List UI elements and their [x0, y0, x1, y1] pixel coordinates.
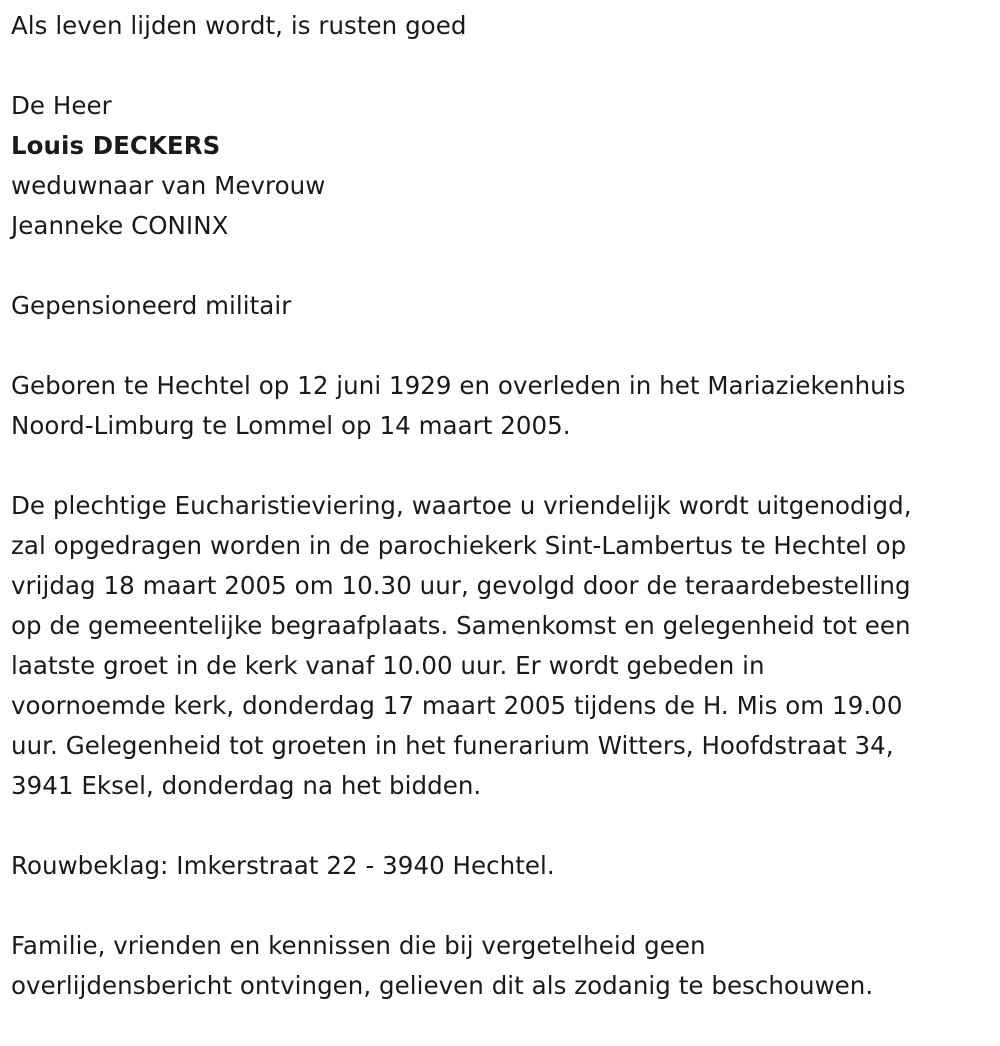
spacer: [11, 886, 996, 926]
occupation: Gepensioneerd militair: [11, 291, 292, 320]
paragraph-line: op de gemeentelijke begraafplaats. Samenkomst en gelegenheid tot een: [11, 611, 911, 640]
salutation: De Heer: [11, 91, 112, 120]
widower-line-2: Jeanneke CONINX: [11, 211, 229, 240]
paragraph-line: zal opgedragen worden in de parochiekerk Sint-Lambertus te Hechtel op: [11, 531, 907, 560]
obituary-document: [11, 6, 996, 1006]
paragraph-line: overlijdensbericht ontvingen, gelieven dit als zodanig te beschouwen.: [11, 971, 874, 1000]
motto: Als leven lijden wordt, is rusten goed: [11, 11, 467, 40]
ceremony-paragraph: [11, 486, 996, 806]
paragraph-line: voornoemde kerk, donderdag 17 maart 2005 tijdens de H. Mis om 19.00: [11, 691, 903, 720]
spacer: [11, 806, 996, 846]
spacer: [11, 326, 996, 366]
paragraph-line: 3941 Eksel, donderdag na het bidden.: [11, 771, 482, 800]
paragraph-line: Noord-Limburg te Lommel op 14 maart 2005.: [11, 411, 571, 440]
spacer: [11, 46, 996, 86]
paragraph-line: Familie, vrienden en kennissen die bij vergetelheid geen: [11, 931, 706, 960]
condolence-address: Rouwbeklag: Imkerstraat 22 - 3940 Hechtel.: [11, 851, 555, 880]
closing-paragraph: [11, 926, 996, 1006]
deceased-name: Louis DECKERS: [11, 131, 221, 160]
paragraph-line: uur. Gelegenheid tot groeten in het funerarium Witters, Hoofdstraat 34,: [11, 731, 894, 760]
paragraph-line: vrijdag 18 maart 2005 om 10.30 uur, gevolgd door de teraardebestelling: [11, 571, 911, 600]
birth-death-paragraph: [11, 366, 996, 446]
paragraph-line: Geboren te Hechtel op 12 juni 1929 en overleden in het Mariaziekenhuis: [11, 371, 906, 400]
spacer: [11, 246, 996, 286]
paragraph-line: De plechtige Eucharistieviering, waartoe u vriendelijk wordt uitgenodigd,: [11, 491, 912, 520]
spacer: [11, 446, 996, 486]
widower-line-1: weduwnaar van Mevrouw: [11, 171, 326, 200]
paragraph-line: laatste groet in de kerk vanaf 10.00 uur. Er wordt gebeden in: [11, 651, 765, 680]
